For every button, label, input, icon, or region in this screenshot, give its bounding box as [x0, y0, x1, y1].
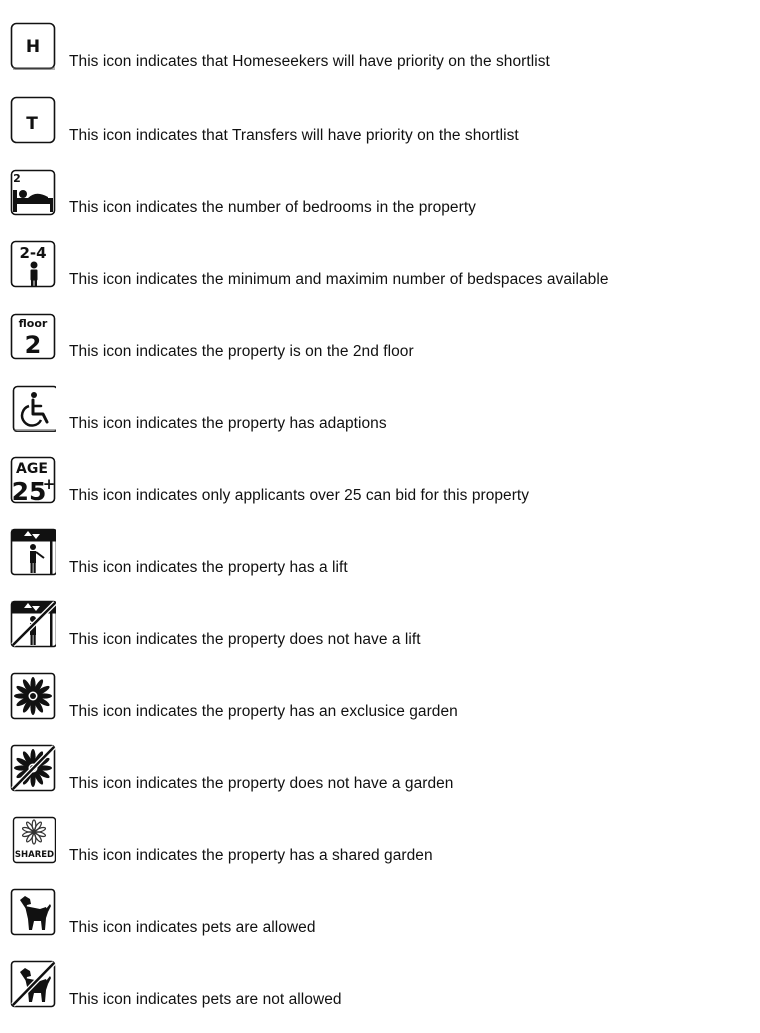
icon-glyph: SHARED — [14, 850, 55, 860]
legend-description: This icon indicates the minimum and maximim number of bedspaces available — [69, 271, 609, 288]
bedrooms-icon — [10, 168, 56, 216]
legend-row-transfers — [10, 96, 750, 146]
legend-description: This icon indicates the property has a shared garden — [69, 847, 433, 864]
bedspaces-icon — [10, 240, 56, 288]
legend-row-lift — [10, 528, 750, 578]
transfer-priority-icon — [10, 96, 56, 144]
icon-glyph: 2 — [24, 331, 42, 359]
legend-row-homeseekers — [10, 22, 750, 72]
legend-description: This icon indicates the property has an exclusice garden — [69, 703, 458, 720]
legend-row-no-pets — [10, 960, 750, 1010]
pets-allowed-icon — [10, 888, 56, 936]
legend-row-floor — [10, 312, 750, 362]
icon-glyph: 2-4 — [19, 244, 47, 262]
age-restriction-icon — [10, 456, 56, 504]
legend-description: This icon indicates that Transfers will have priority on the shortlist — [69, 127, 519, 144]
legend-row-no-lift — [10, 600, 750, 650]
icon-glyph: T — [26, 114, 38, 134]
legend-description: This icon indicates the property has adaptions — [69, 415, 387, 432]
legend-description: This icon indicates the property is on the 2nd floor — [69, 343, 414, 360]
legend-description: This icon indicates pets are allowed — [69, 919, 316, 936]
legend-row-no-garden — [10, 744, 750, 794]
no-pets-icon — [10, 960, 56, 1008]
legend-description: This icon indicates the number of bedrooms in the property — [69, 199, 476, 216]
garden-icon — [10, 672, 56, 720]
legend-row-bedspaces — [10, 240, 750, 290]
shared-garden-icon — [10, 816, 56, 864]
no-garden-icon — [10, 744, 56, 792]
floor-icon — [10, 312, 56, 360]
icon-glyph: 25 — [11, 477, 47, 504]
icon-glyph-top: floor — [18, 317, 48, 330]
legend-row-age — [10, 456, 750, 506]
homeseeker-priority-icon — [10, 22, 56, 70]
legend-row-adaptions — [10, 384, 750, 434]
lift-icon — [10, 528, 56, 576]
no-lift-icon — [10, 600, 56, 648]
legend-row-pets-allowed — [10, 888, 750, 938]
icon-glyph-sup: + — [42, 475, 56, 493]
legend-row-garden — [10, 672, 750, 722]
legend-row-bedrooms — [10, 168, 750, 218]
icon-glyph-top: AGE — [16, 461, 48, 477]
legend-description: This icon indicates the property does not have a lift — [69, 631, 421, 648]
legend-description: This icon indicates the property has a lift — [69, 559, 348, 576]
icon-glyph: 2 — [13, 172, 21, 185]
legend-description: This icon indicates only applicants over 25 can bid for this property — [69, 487, 530, 504]
icon-glyph: H — [25, 37, 41, 57]
wheelchair-icon — [10, 384, 56, 432]
legend-description: This icon indicates pets are not allowed — [69, 991, 342, 1008]
legend-description: This icon indicates the property does not have a garden — [69, 775, 454, 792]
legend-description: This icon indicates that Homeseekers will have priority on the shortlist — [69, 53, 550, 70]
legend-row-shared-garden — [10, 816, 750, 866]
